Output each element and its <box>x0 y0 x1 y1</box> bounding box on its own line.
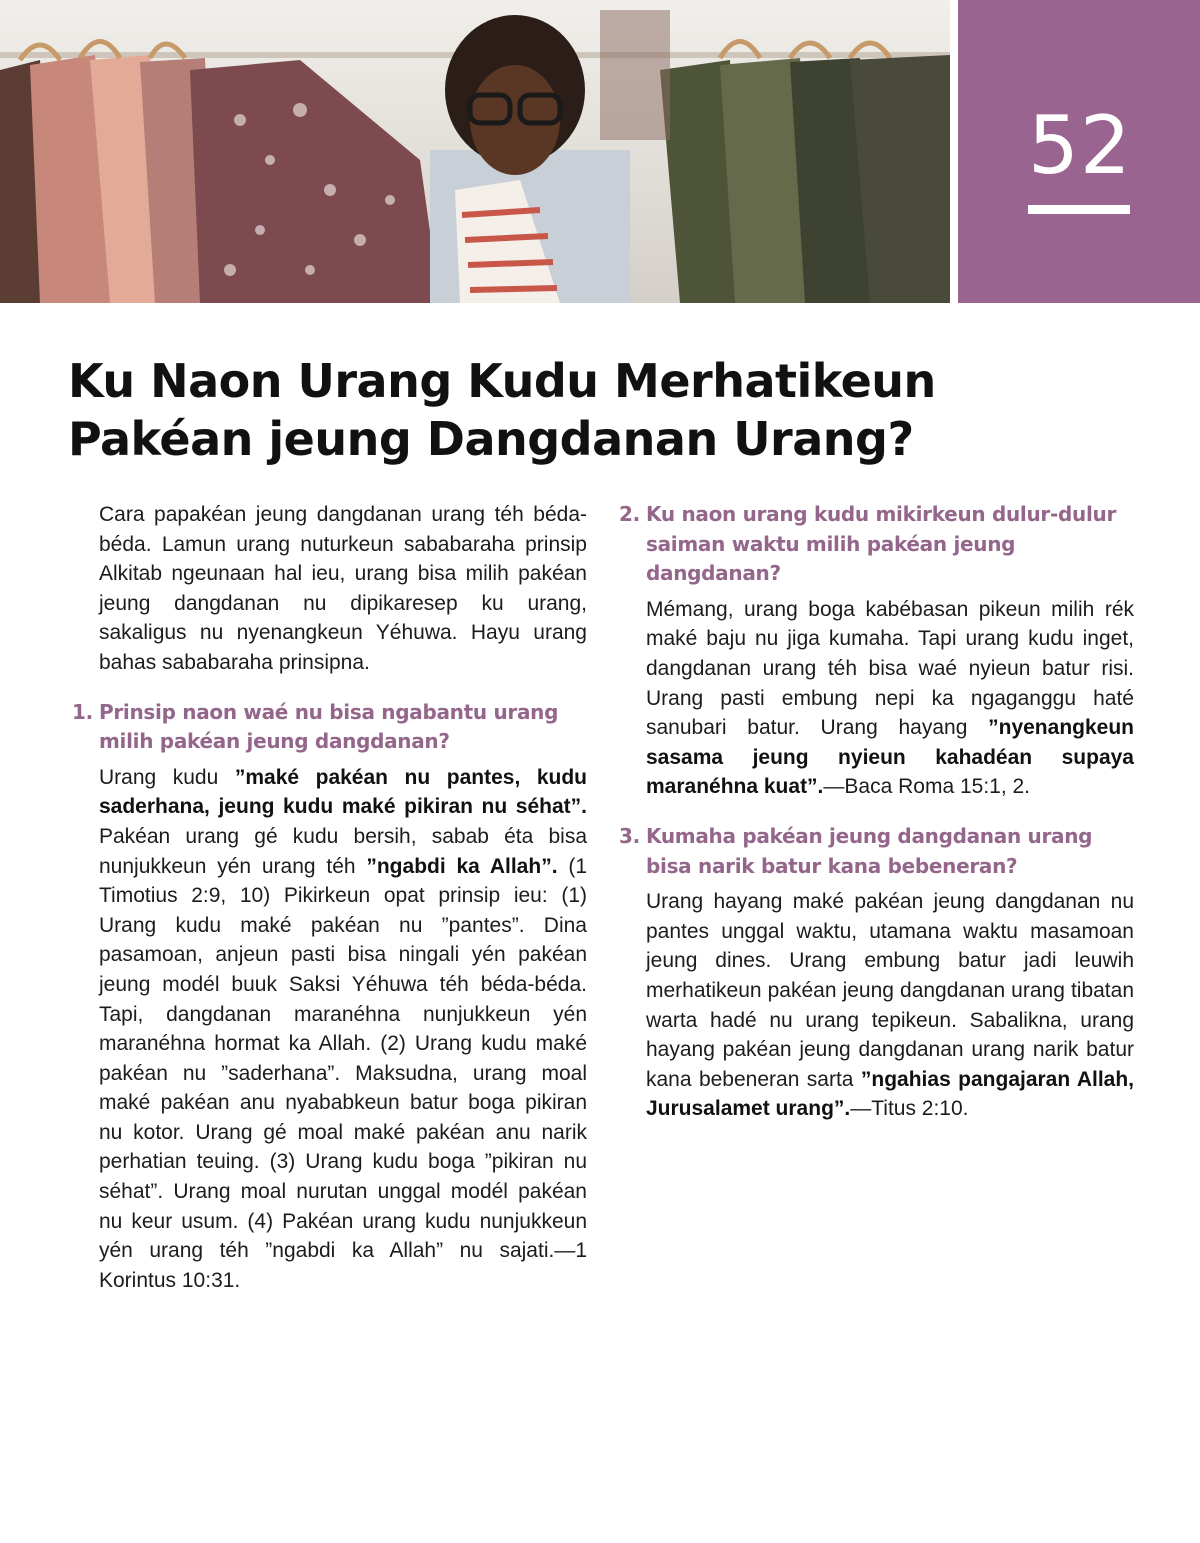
answer-3-text-a: Urang hayang maké pakéan jeung dangdanan nu pantes unggal waktu, utamana waktu masamoan jeung dines. Urang embung batur jadi leuwih merhatikeun pakéan jeung dangdanan urang tibatan warta hadé nu urang tepikeun. Sabalikna, urang hayang pakéan jeung dangdanan urang narik batur kana bebeneran sarta <box>646 890 1134 1091</box>
question-1-number: 1. <box>72 699 93 724</box>
answer-1 <box>72 763 587 1296</box>
page-title <box>68 352 968 468</box>
title-line-1: Ku Naon Urang Kudu Merhatikeun <box>68 354 936 408</box>
question-1 <box>72 698 587 757</box>
answer-2-text-b: —Baca Roma 15:1, 2. <box>823 775 1031 799</box>
lesson-number: 52 <box>1028 99 1132 192</box>
question-3 <box>619 822 1134 881</box>
answer-1-text-b: Pakéan urang gé kudu bersih, sabab éta bisa nunjukkeun yén urang téh <box>99 824 587 878</box>
answer-2-bold-a: ”nyenangkeun sasama jeung nyieun kahadéan supaya maranéhna kuat”. <box>646 716 1134 799</box>
answer-1-text-a: Urang kudu <box>99 765 235 789</box>
answer-1-bold-a: ”maké pakéan nu pantes, kudu saderhana, jeung kudu maké pikiran nu séhat”. <box>99 765 588 819</box>
question-3-number: 3. <box>619 823 640 848</box>
question-1-text: Prinsip naon waé nu bisa ngabantu urang milih pakéan jeung dangdanan? <box>99 699 559 754</box>
answer-1-bold-b: ”ngabdi ka Allah”. <box>366 854 558 878</box>
question-2 <box>619 500 1134 589</box>
answer-2 <box>619 595 1134 802</box>
answer-3-bold-a: ”ngahias pangajaran Allah, Jurusalamet urang”. <box>646 1067 1134 1121</box>
lesson-number-underline <box>1028 205 1130 214</box>
answer-2-text-a: Mémang, urang boga kabébasan pikeun milih rék maké baju nu jiga kumaha. Tapi urang kudu inget, dangdanan urang téh bisa waé nyieun batur risi. Urang pasti embung nepi ka ngaganggu haté sanubari batur. Urang hayang <box>646 597 1134 740</box>
question-3-text: Kumaha pakéan jeung dangdanan urang bisa narik batur kana bebeneran? <box>646 823 1093 878</box>
question-2-text: Ku naon urang kudu mikirkeun dulur-dulur saiman waktu milih pakéan jeung dangdanan? <box>646 502 1117 586</box>
header-photo <box>0 0 950 303</box>
answer-3 <box>619 887 1134 1124</box>
right-column <box>619 500 1134 1144</box>
clothing-rack-photo <box>0 0 950 303</box>
answer-3-text-b: —Titus 2:10. <box>850 1097 969 1121</box>
answer-1-text-c: (1 Timotius 2:9, 10) Pikirkeun opat prinsip ieu: (1) Urang kudu maké pakéan nu ”pantes”. Dina pasamoan, anjeun pasti bisa ningali yén pakéan jeung modél buuk Saksi Yéhuwa téh béda-béda. Tapi, dangdanan maranéhna nunjukkeun yén maranéhna hormat ka Allah. (2) Urang kudu maké pakéan nu ”saderhana”. Maksudna, urang moal maké pakéan anu nyababkeun batur boga pikiran nu kotor. Urang gé moal maké pakéan anu narik perhatian teuing. (3) Urang kudu boga ”pikiran nu séhat”. Urang moal nurutan unggal modél pakéan nu keur usum. (4) Pakéan urang kudu nunjukkeun yén urang téh ”ngabdi ka Allah” nu sajati.—1 Korintus 10:31. <box>99 854 587 1292</box>
question-2-number: 2. <box>619 502 640 526</box>
lesson-number-panel <box>958 0 1200 303</box>
intro-paragraph: Cara papakéan jeung dangdanan urang téh béda-béda. Lamun urang nuturkeun sababaraha prinsip Alkitab ngeunaan hal ieu, urang bisa milih pakéan jeung dangdanan nu dipikaresep ku urang, sakaligus nu nyenangkeun Yéhuwa. Hayu urang bahas sababaraha prinsipna. <box>99 503 587 674</box>
left-column <box>72 500 587 1315</box>
title-line-2: Pakéan jeung Dangdanan Urang? <box>68 412 914 466</box>
